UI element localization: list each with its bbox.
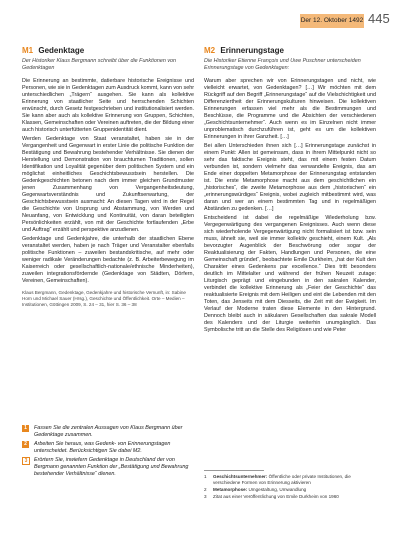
task-item <box>22 441 194 455</box>
m2-heading <box>204 46 376 55</box>
chapter-date-label: Der 12. Oktober 1492 <box>300 14 364 28</box>
task-number: 1 <box>22 425 29 432</box>
footnote-term: Metamorphose: <box>213 487 248 492</box>
footnote <box>204 487 376 493</box>
m2-paragraph: Warum aber sprechen wir von Erinnerungstagen und nicht, wie vielleicht erwartet, von Gedenktagen? […] Wir möchten mit dem Rückgriff auf den Begriff „Erinnerungstage“ auf die Vielschichtigkeit und Differenziertheit der Erinnerungskulturen hinweisen. Die kollektiven Erinnerungen erfassen viel mehr als die Bestimmungen und Beschlüsse, die Programme und die Absichten der verschiedenen „Geschichtsunternehmer“. Auch wenn es im Einzelnen nicht immer unproblematisch durchzuführen ist, geht es um die kollektiven Erinnerungen in ihrer Ganzheit. […] <box>204 78 376 140</box>
m1-paragraph: Werden Gedenktage von Staat veranstaltet, haben sie in der Vergangenheit und Gegenwart in erster Linie die politische Funktion der Bestätigung und Bewahrung bestehender Verhältnisse. Sie dienen der Herstellung und Demonstration von brauchtumen Traditionen, sollen Identifikation und Loyalität gegenüber dem politischen System und ein möglichst einheitliches Geschichtsbewusstsein herstellen. Die Gedenkgeschichten betonen nach dem immer gleichen Grundmuster jenen Zusammenhang von Vergangenheitsdeutung, Gegenwartsverständnis und Zukunftserwartung, der Geschichtsbewusstsein ausmacht: An diesen Tagen wird in der Regel die Geschichte von Ursprung und Abstammung, von Werden und Neuanfang, von Entwicklung und Kontinuität, von daran beteiligten Persönlichkeiten erzählt, von mit der Geschichte fortlaufenden „Erbe und Auftrag“ erzählt und perspektive anzudienen. <box>22 136 194 233</box>
m1-source: Klaus Bergmann, Gedenktage, Gedenkjahre und historische Vernunft, in: Sabine Horn und Michael Sauer (Hrsg.), Geschichte und Öffentlichkeit. Orte – Medien – Institutionen, Göttingen 2009, S. 24 – 31, hier S. 36 – 38 <box>22 290 186 307</box>
footnote <box>204 494 376 500</box>
m2-paragraph: Entscheidend ist dabei die regelmäßige Wiederholung bzw. Vergegenwärtigung des vergangenen Ereignisses. Auch wenn diese sich wiederholende Vergegenwärtigung nicht formalisiert ist bzw. sein muss, ähnelt sie, weil sie immer kollektiv geschieht, einem Kult. „Als bevorzugter Augenblick der Beschwörung oder sogar der Reaktualisierung der Fakten, Handlungen und Personen, die eine Gemeinschaft gründet“, beobachtete Emile Durkheim, „hat der Kult den Charakter eines Gedenkens par excellence.“ Dies tritt besonders deutlich im Mittelalter und während der frühen Neuzeit zutage: Liturgisch geprägt und eingebunden in den sakralen Kalender, verbindet die kollektive Erinnerung als „Feier der Geschichte“ das reaktualisierte Ereignis mit dem Heiligen und eint die Lebenden mit den Toten, das Jenseits mit dem Diesseits, die Zeit mit der Ewigkeit. Im Verlauf der Moderne traten diese Elemente in den Hintergrund. Dennoch bleibt auch in säkularen Gesellschaften das sakrale Modell des Kalenders und der Liturgie weiterhin unumgänglich. Das Symbolische tritt an die Stelle des Religiösen und wie Peter <box>204 215 376 333</box>
footnote-text: Öffentliche oder private Institutionen, die verschiedene Formen von Erinnerung aktivieren <box>213 474 351 485</box>
m1-body <box>22 78 194 285</box>
footnote-number: 1 <box>204 474 207 479</box>
footnote <box>204 474 376 486</box>
m1-intro: Der Historiker Klaus Bergmann schreibt über die Funktionen von Gedenktagen <box>22 58 177 71</box>
page-number: 445 <box>368 11 390 26</box>
material-m2 <box>204 46 376 336</box>
task-number: 3 <box>22 457 30 465</box>
footnote-text: Zitat aus einer Veröffentlichung von Emile Durkheim von 1960 <box>213 494 339 499</box>
m2-code: M2 <box>204 46 216 55</box>
m1-paragraph: Die Erinnerung an bestimmte, datierbare historische Ereignisse und Personen, wie sie in Gedenktagen zum Ausdruck kommt, kann von sehr unterschiedlichen „Trägern“ ausgehen. Sie kann als kollektive Erinnerung von staatlicher Seite und herrschenden Schichten erwünscht, durch Gesetz festgeschrieben und institutionalisiert werden. Sie kann aber auch als kollektive Erinnerung von Gruppen, Schichten, Klassen, Gemeinschaften oder Vereinen auftreten, die der Bildung einer auch historisch unterfütterten Gruppenidentität dient. <box>22 78 194 133</box>
footnote-number: 2 <box>204 487 207 492</box>
footnote-term: Geschichtsunternehmer: <box>213 474 268 479</box>
task-text: Arbeiten Sie heraus, was Gedenk- von Erinnerungstagen unterscheidet. Berücksichtigen Sie dabei M2. <box>34 441 171 454</box>
m2-paragraph: Bei allen Unterschieden ihnen sich […] Erinnerungstage zunächst in einem Punkt: Allen ist gemeinsam, dass in ihrem Mittelpunkt nicht so sehr das faktische Ereignis steht, das mit einem festen Datum verbunden ist, sondern vielmehr das verwandelte Ereignis, das am Ende einer doppelten Metamorphose der Erinnerungstag entstanden ist. Die erste Metamorphose macht aus dem geschichtlichen ein „historisches“, die zweite Metamorphose aus dem „historischen“ ein „erinnerungswürdiges“ Ereignis, wobei zugleich mitbestimmt wird, was daran und wer an einem bestimmten Tag und in regelmäßigen Abständen zu gedenken. […] <box>204 143 376 212</box>
m2-title: Erinnerungstage <box>220 46 284 55</box>
m2-intro: Die Historiker Etienne François und Uwe Puschner unterscheiden Erinnerungstage von Gedenktagen: <box>204 58 361 71</box>
m1-heading <box>22 46 194 55</box>
task-item <box>22 425 194 439</box>
footnote-divider <box>204 470 264 471</box>
material-m1 <box>22 46 194 308</box>
footnote-text: Umgestaltung, Umwandlung <box>248 487 307 492</box>
m2-body <box>204 78 376 334</box>
task-item <box>22 457 194 478</box>
m1-title: Gedenktage <box>38 46 85 55</box>
m1-code: M1 <box>22 46 34 55</box>
footnote-number: 3 <box>204 494 207 499</box>
footnotes <box>204 474 376 501</box>
task-list <box>22 425 194 480</box>
page-header <box>0 11 400 28</box>
task-text: Erörtern Sie, inwiefern Gedenktage in Deutschland der von Bergmann genannten Funktion der „Bestätigung und Bewahrung bestehender Verhältnisse“ dienen. <box>34 457 189 477</box>
m1-paragraph: Gedenktage und Gedenkjahre, die unterhalb der staatlichen Ebene veranstaltet werden, haben je nach Träger und Veranstalter ebenfalls politische Funktionen – zuweilen bestandskritische, auf mehr oder weniger radikale Veränderungen bedachte (z. B. Arbeiterbewegung im Kaiserreich oder gesellschaftlich-nationale/ethnische Minderheiten), zuweilen integrationsfördernde (Gedenktage von Städten, Dörfern, Vereinen, Gemeinschaften). <box>22 236 194 284</box>
task-text: Fassen Sie die zentralen Aussagen von Klaus Bergmann über Gedenktage zusammen. <box>34 425 183 438</box>
task-number: 2 <box>22 441 29 448</box>
